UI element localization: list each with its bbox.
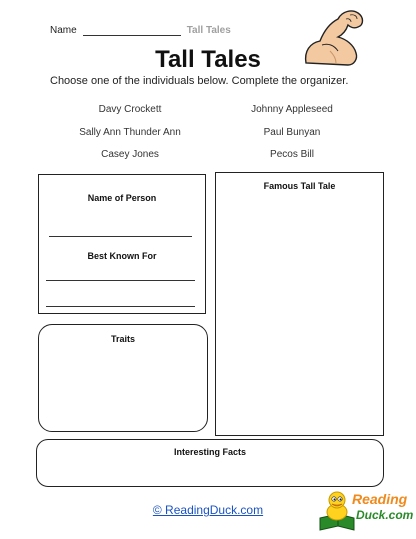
name-of-person-label: Name of Person <box>87 193 157 203</box>
interesting-facts-box[interactable] <box>36 439 384 487</box>
traits-label: Traits <box>110 334 135 344</box>
person-box <box>38 174 206 314</box>
individual-paul-bunyan: Paul Bunyan <box>263 127 321 138</box>
best-known-for-label: Best Known For <box>87 251 157 261</box>
logo-text-reading: Reading <box>352 491 408 507</box>
famous-tall-tale-label: Famous Tall Tale <box>263 181 336 191</box>
best-known-for-line-1[interactable] <box>46 280 195 281</box>
individual-sally-ann: Sally Ann Thunder Ann <box>79 127 181 138</box>
page-title: Tall Tales <box>155 46 261 73</box>
reading-duck-link[interactable]: © ReadingDuck.com <box>152 503 264 517</box>
individual-casey-jones: Casey Jones <box>101 149 159 160</box>
traits-box[interactable] <box>38 324 208 432</box>
subject-label: Tall Tales <box>186 25 231 36</box>
individual-davy-crockett: Davy Crockett <box>98 104 162 115</box>
interesting-facts-label: Interesting Facts <box>173 447 247 457</box>
name-of-person-line[interactable] <box>49 236 192 237</box>
best-known-for-line-2[interactable] <box>46 306 195 307</box>
logo-text-duck: Duck.com <box>356 508 414 522</box>
name-row <box>50 25 231 36</box>
instructions: Choose one of the individuals below. Complete the organizer. <box>50 75 349 87</box>
name-input-line[interactable] <box>83 25 181 36</box>
individual-johnny-appleseed: Johnny Appleseed <box>251 104 333 115</box>
reading-duck-logo-icon <box>318 488 414 534</box>
name-label: Name <box>50 25 77 36</box>
famous-tall-tale-box[interactable] <box>215 172 384 436</box>
individual-pecos-bill: Pecos Bill <box>270 149 314 160</box>
